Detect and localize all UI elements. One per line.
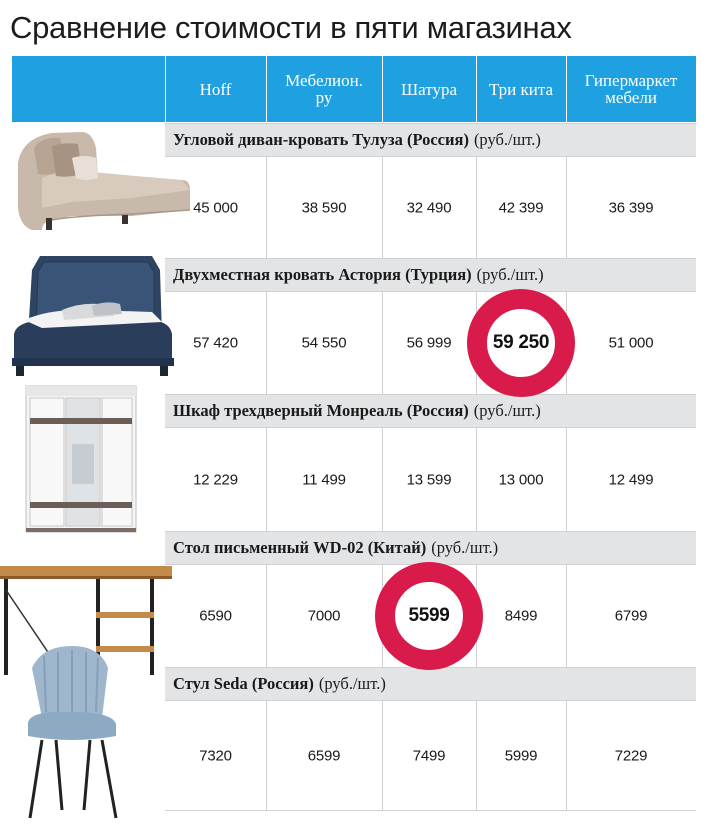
column-header: Гипермаркет мебели — [584, 71, 678, 107]
price-cell: 6599 — [307, 747, 341, 764]
product-name: Двухместная кровать Астория (Турция) — [173, 265, 472, 284]
grid-line — [266, 565, 267, 667]
price-cell: 32 490 — [406, 199, 452, 216]
price-cell: 7229 — [614, 747, 648, 764]
price-cell: 5999 — [504, 747, 538, 764]
price-cell: 45 000 — [193, 199, 238, 216]
grid-line — [266, 428, 267, 531]
page-title: Сравнение стоимости в пяти магазинах — [10, 10, 572, 45]
price-cell: 42 399 — [498, 199, 544, 216]
product-row-title — [165, 123, 696, 157]
column-header: Три кита — [488, 79, 554, 99]
corner-sofa-image — [12, 118, 192, 248]
grid-line — [266, 157, 267, 258]
price-cell: 38 590 — [301, 199, 347, 216]
product-unit: (руб./шт.) — [318, 674, 386, 693]
price-cell: 8499 — [504, 607, 538, 625]
price-cell: 7000 — [307, 607, 341, 625]
product-row-title — [165, 531, 696, 565]
grid-line — [266, 292, 267, 394]
product-unit: (руб./шт.) — [476, 265, 544, 284]
header-separator — [566, 56, 567, 122]
price-cell: 7320 — [199, 747, 232, 764]
product-unit: (руб./шт.) — [431, 538, 499, 557]
product-name: Угловой диван-кровать Тулуза (Россия) — [173, 130, 469, 149]
price-cell: 56 999 — [406, 334, 452, 352]
column-header: Hoff — [199, 79, 232, 99]
highlighted-price: 5599 — [408, 605, 450, 626]
price-cell: 54 550 — [301, 334, 347, 352]
header-separator — [476, 56, 477, 122]
price-cell: 12 499 — [608, 471, 654, 488]
product-unit: (руб./шт.) — [473, 130, 541, 149]
price-cell: 11 499 — [302, 471, 346, 488]
header-separator — [382, 56, 383, 122]
product-row-title — [165, 258, 696, 292]
product-row-title — [165, 667, 696, 701]
table-bottom-line — [165, 810, 696, 811]
grid-line — [266, 701, 267, 810]
price-cell: 57 420 — [193, 334, 238, 352]
column-header: Шатура — [400, 79, 457, 99]
highlighted-price: 59 250 — [492, 332, 550, 353]
price-cell: 6799 — [614, 607, 648, 625]
product-name: Стол письменный WD-02 (Китай) — [173, 538, 427, 557]
product-name: Стул Seda (Россия) — [173, 674, 314, 693]
product-row-title — [165, 394, 696, 428]
price-cell: 51 000 — [608, 334, 654, 352]
column-header: Мебелион. ру — [285, 71, 363, 107]
chair-image — [12, 640, 132, 822]
wardrobe-image — [22, 384, 140, 534]
price-cell: 12 229 — [193, 471, 238, 488]
product-name: Шкаф трехдверный Монреаль (Россия) — [173, 401, 469, 420]
table-header — [12, 56, 696, 122]
header-separator — [266, 56, 267, 122]
price-cell: 6590 — [199, 607, 232, 625]
price-cell: 7499 — [412, 747, 446, 764]
price-cell: 13 599 — [406, 471, 452, 488]
price-cell: 36 399 — [608, 199, 654, 216]
double-bed-image — [2, 250, 177, 388]
price-cell: 13 000 — [498, 471, 544, 488]
product-unit: (руб./шт.) — [473, 401, 541, 420]
header-separator — [165, 56, 166, 122]
